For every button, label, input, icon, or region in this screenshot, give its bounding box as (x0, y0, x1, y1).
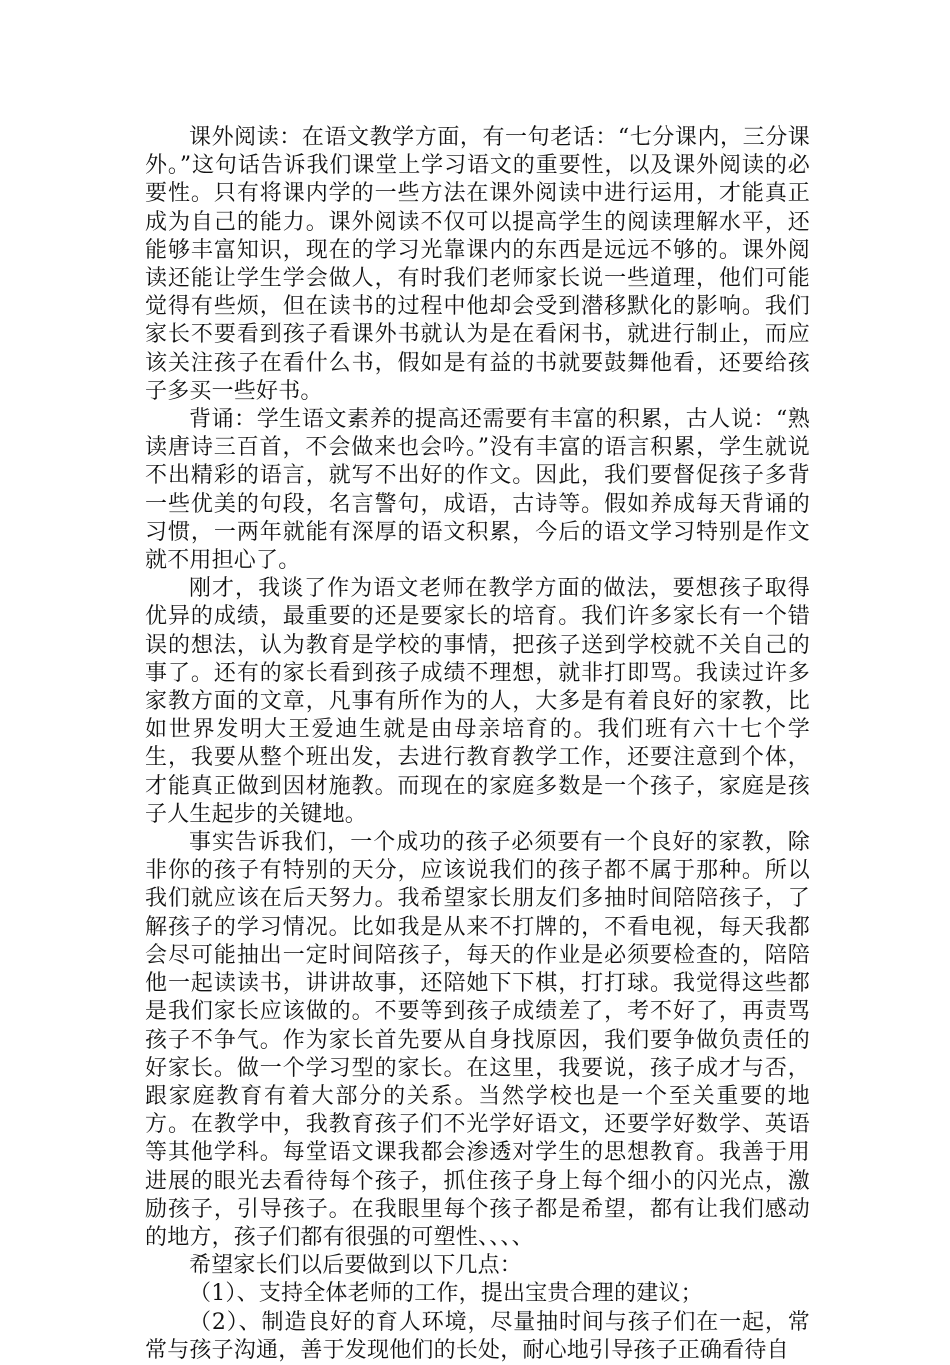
paragraph-reading: 课外阅读：在语文教学方面，有一句老话：“七分课内，三分课外。”这句话告诉我们课堂上学习语文的重要性，以及课外阅读的必要性。只有将课内学的一些方法在课外阅读中进行运用，才能真正成为自己的能力。课外阅读不仅可以提高学生的阅读理解水平，还能够丰富知识，现在的学习光靠课内的东西是远远不够的。课外阅读还能让学生学会做人，有时我们老师家长说一些道理，他们可能觉得有些烦，但在读书的过程中他却会受到潜移默化的影响。我们家长不要看到孩子看课外书就认为是在看闲书，就进行制止，而应该关注孩子在看什么书，假如是有益的书就要鼓舞他看，还要给孩子多买一些好书。 (145, 125, 810, 404)
paragraph-family-education: 事实告诉我们，一个成功的孩子必须要有一个良好的家教，除非你的孩子有特别的天分，应该说我们的孩子都不属于那种。所以我们就应该在后天努力。我希望家长朋友们多抽时间陪陪孩子，了解孩子的学习情况。比如我是从来不打牌的，不看电视，每天我都会尽可能抽出一定时间陪孩子，每天的作业是必须要检查的，陪陪他一起读读书，讲讲故事，还陪她下下棋，打打球。我觉得这些都是我们家长应该做的。不要等到孩子成绩差了，考不好了，再责骂孩子不争气。作为家长首先要从自身找原因，我们要争做负责任的好家长。做一个学习型的家长。在这里，我要说，孩子成才与否，跟家庭教育有着大部分的关系。当然学校也是一个至关重要的地方。在教学中，我教育孩子们不光学好语文，还要学好数学、英语等其他学科。每堂语文课我都会渗透对学生的思想教育。我善于用进展的眼光去看待每个孩子，抓住孩子身上每个细小的闪光点，激励孩子，引导孩子。在我眼里每个孩子都是希望，都有让我们感动的地方，孩子们都有很强的可塑性、、、、 (145, 830, 810, 1250)
document-body (145, 124, 810, 1365)
paragraph-recitation: 背诵：学生语文素养的提高还需要有丰富的积累，古人说：“熟读唐诗三百首，不会做来也会吟。”没有丰富的语言积累，学生就说不出精彩的语言，就写不出好的作文。因此，我们要督促孩子多背一些优美的句段，名言警句，成语，古诗等。假如养成每天背诵的习惯，一两年就能有深厚的语文积累，今后的语文学习特别是作文就不用担心了。 (145, 407, 810, 574)
paragraph-hopes-intro: 希望家长们以后要做到以下几点： (189, 1253, 523, 1279)
paragraph-point-2: （2）、制造良好的育人环境，尽量抽时间与孩子们在一起，常常与孩子沟通，善于发现他们的长处，耐心地引导孩子正确看待自 (145, 1309, 810, 1363)
paragraph-parenting: 刚才，我谈了作为语文老师在教学方面的做法，要想孩子取得优异的成绩，最重要的还是要家长的培育。我们许多家长有一个错误的想法，认为教育是学校的事情，把孩子送到学校就不关自己的事了。还有的家长看到孩子成绩不理想，就非打即骂。我读过许多家教方面的文章，凡事有所作为的人，大多是有着良好的家教，比如世界发明大王爱迪生就是由母亲培育的。我们班有六十七个学生，我要从整个班出发，去进行教育教学工作，还要注意到个体，才能真正做到因材施教。而现在的家庭多数是一个孩子，家庭是孩子人生起步的关键地。 (145, 576, 810, 827)
paragraph-point-1: （1）、支持全体老师的工作，提出宝贵合理的建议； (189, 1281, 703, 1307)
